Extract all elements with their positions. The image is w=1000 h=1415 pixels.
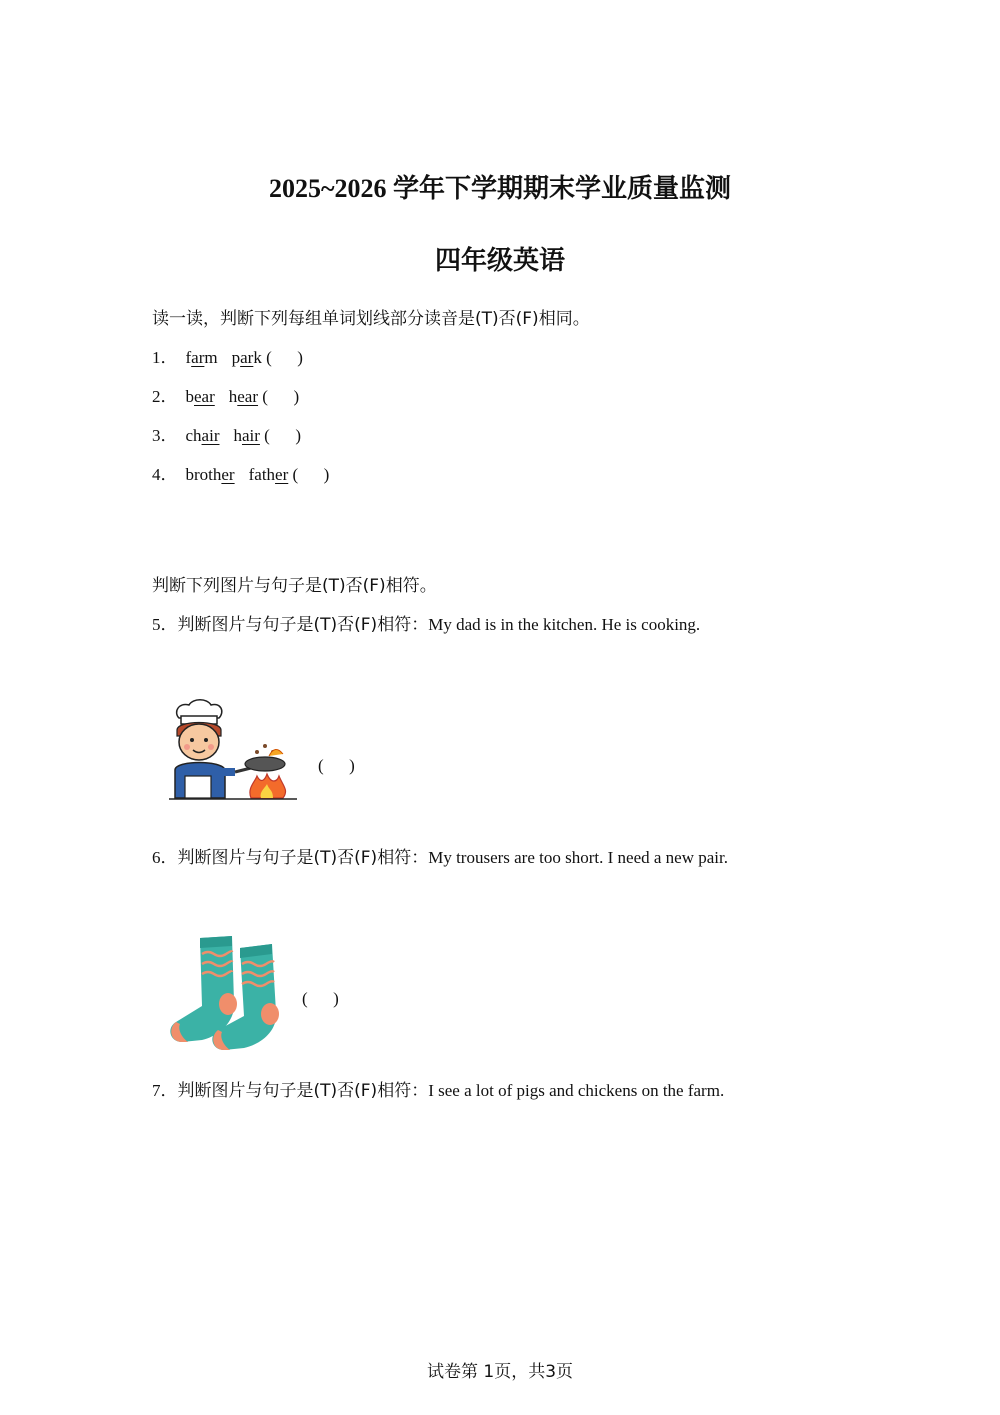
socks-illustration	[166, 932, 286, 1056]
question-sentence: My trousers are too short. I need a new pair.	[428, 848, 728, 867]
question-6	[152, 843, 728, 868]
section2-instruction: 判断下列图片与句子是(T)否(F)相符。	[152, 576, 437, 596]
question-number: 1．	[152, 348, 178, 367]
word-1: brother	[185, 465, 235, 484]
page-footer: 试卷第 1页，共3页	[426, 1362, 574, 1382]
question-5	[152, 610, 700, 635]
word-1: farm	[185, 348, 218, 367]
question-prompt: 判断图片与句子是(T)否(F)相符：	[177, 848, 429, 868]
word-1: bear	[185, 387, 215, 406]
answer-blank[interactable]: ( )	[266, 348, 303, 367]
exam-subtitle: 四年级英语	[434, 246, 565, 276]
question-number: 6．	[152, 848, 178, 867]
answer-blank[interactable]: ( )	[292, 465, 330, 484]
question-number: 4．	[152, 465, 178, 484]
word-2: park	[231, 348, 262, 367]
answer-blank[interactable]: ( )	[264, 426, 301, 445]
question-1	[152, 343, 303, 368]
question-number: 7．	[152, 1081, 178, 1100]
question-sentence: My dad is in the kitchen. He is cooking.	[428, 615, 701, 634]
question-4	[152, 460, 329, 485]
question-2	[152, 382, 299, 407]
answer-blank[interactable]: ( )	[262, 387, 300, 406]
word-2: hear	[228, 387, 259, 406]
exam-title: 2025~2026 学年下学期期末学业质量监测	[268, 174, 732, 203]
answer-blank[interactable]: ( )	[302, 989, 339, 1008]
chef-cooking-illustration	[165, 698, 300, 802]
word-2: father	[248, 465, 289, 484]
question-prompt: 判断图片与句子是(T)否(F)相符：	[177, 615, 429, 635]
question-number: 5．	[152, 615, 178, 634]
word-2: hair	[233, 426, 260, 445]
question-prompt: 判断图片与句子是(T)否(F)相符：	[177, 1081, 429, 1101]
answer-blank[interactable]: ( )	[318, 756, 355, 775]
word-1: chair	[185, 426, 220, 445]
question-number: 2．	[152, 387, 178, 406]
section1-instruction: 读一读，判断下列每组单词划线部分读音是(T)否(F)相同。	[152, 309, 590, 329]
question-3	[152, 421, 301, 446]
question-sentence: I see a lot of pigs and chickens on the farm.	[428, 1081, 725, 1100]
question-number: 3．	[152, 426, 178, 445]
question-7	[152, 1076, 724, 1101]
